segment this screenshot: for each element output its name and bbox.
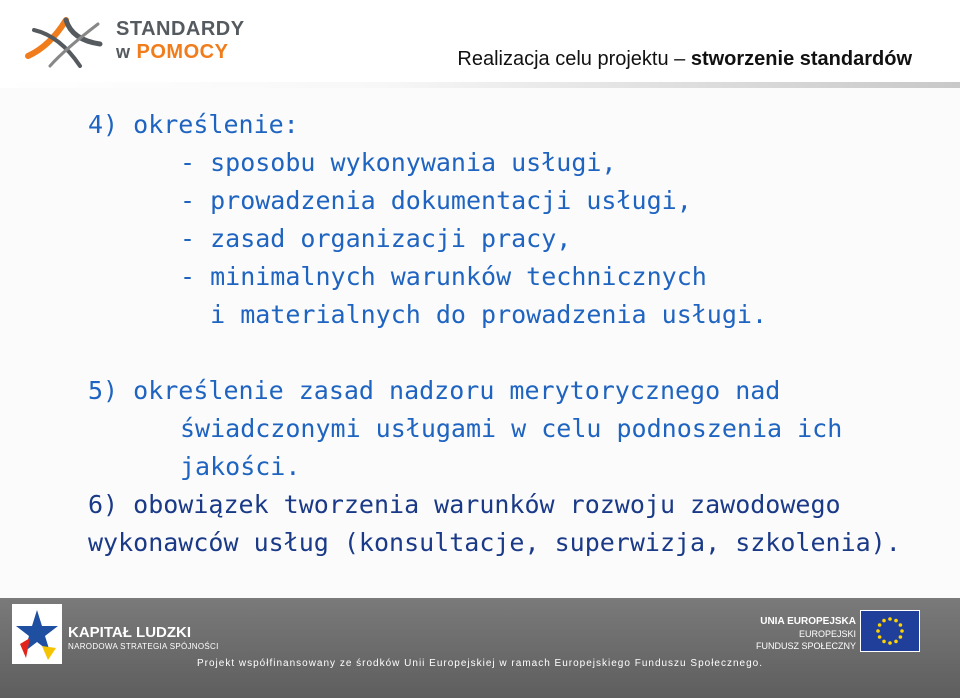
standardy-w-pomocy-logo xyxy=(20,6,245,72)
item-5-line-1: 5) określenie zasad nadzoru merytorycznego nad xyxy=(88,376,781,405)
eu-flag-icon xyxy=(860,610,920,652)
eu-label-line-3: FUNDUSZ SPOŁECZNY xyxy=(755,641,856,651)
slide-footer xyxy=(0,598,960,698)
logo-text-standardy: STANDARDY xyxy=(116,18,245,40)
star-swirl-icon xyxy=(20,6,112,72)
cofinancing-note: Projekt współfinansowany ze środków Unii Europejskiej w ramach Europejskiego Funduszu Społecznego. xyxy=(196,658,764,669)
item-5-line-2: świadczonymi usługami w celu podnoszenia ich xyxy=(180,414,843,443)
item-4-line-1: - sposobu wykonywania usługi, xyxy=(180,148,617,177)
item-4-line-4: - minimalnych warunków technicznych xyxy=(180,262,707,291)
item-6-line-1: 6) obowiązek tworzenia warunków rozwoju zawodowego xyxy=(88,490,841,519)
item-5-line-3: jakości. xyxy=(180,452,301,481)
logo-text-w-pomocy xyxy=(116,41,228,64)
kapital-ludzki-title: KAPITAŁ LUDZKI xyxy=(68,624,192,641)
slide-header xyxy=(0,0,960,88)
eu-label-line-1: UNIA EUROPEJSKA xyxy=(760,616,856,627)
eu-label xyxy=(756,616,856,652)
item-4-line-5: i materialnych do prowadzenia usługi. xyxy=(180,300,767,329)
item-4-line-2: - prowadzenia dokumentacji usługi, xyxy=(180,186,692,215)
slide-title-normal: Realizacja celu projektu – xyxy=(457,48,691,70)
kapital-ludzki-star-icon xyxy=(12,604,62,664)
slide-title xyxy=(457,48,912,71)
logo-text-pomocy: POMOCY xyxy=(136,41,229,63)
eu-label-line-2: EUROPEJSKI xyxy=(798,629,856,639)
kapital-ludzki-subtitle: NARODOWA STRATEGIA SPÓJNOŚCI xyxy=(68,642,219,651)
item-4-heading: 4) określenie: xyxy=(88,110,299,139)
item-4-line-3: - zasad organizacji pracy, xyxy=(180,224,572,253)
logo-text-w: w xyxy=(116,42,131,62)
item-6-line-2: wykonawców usług (konsultacje, superwizja, szkolenia). xyxy=(88,528,901,557)
slide-title-bold: stworzenie standardów xyxy=(690,48,912,70)
